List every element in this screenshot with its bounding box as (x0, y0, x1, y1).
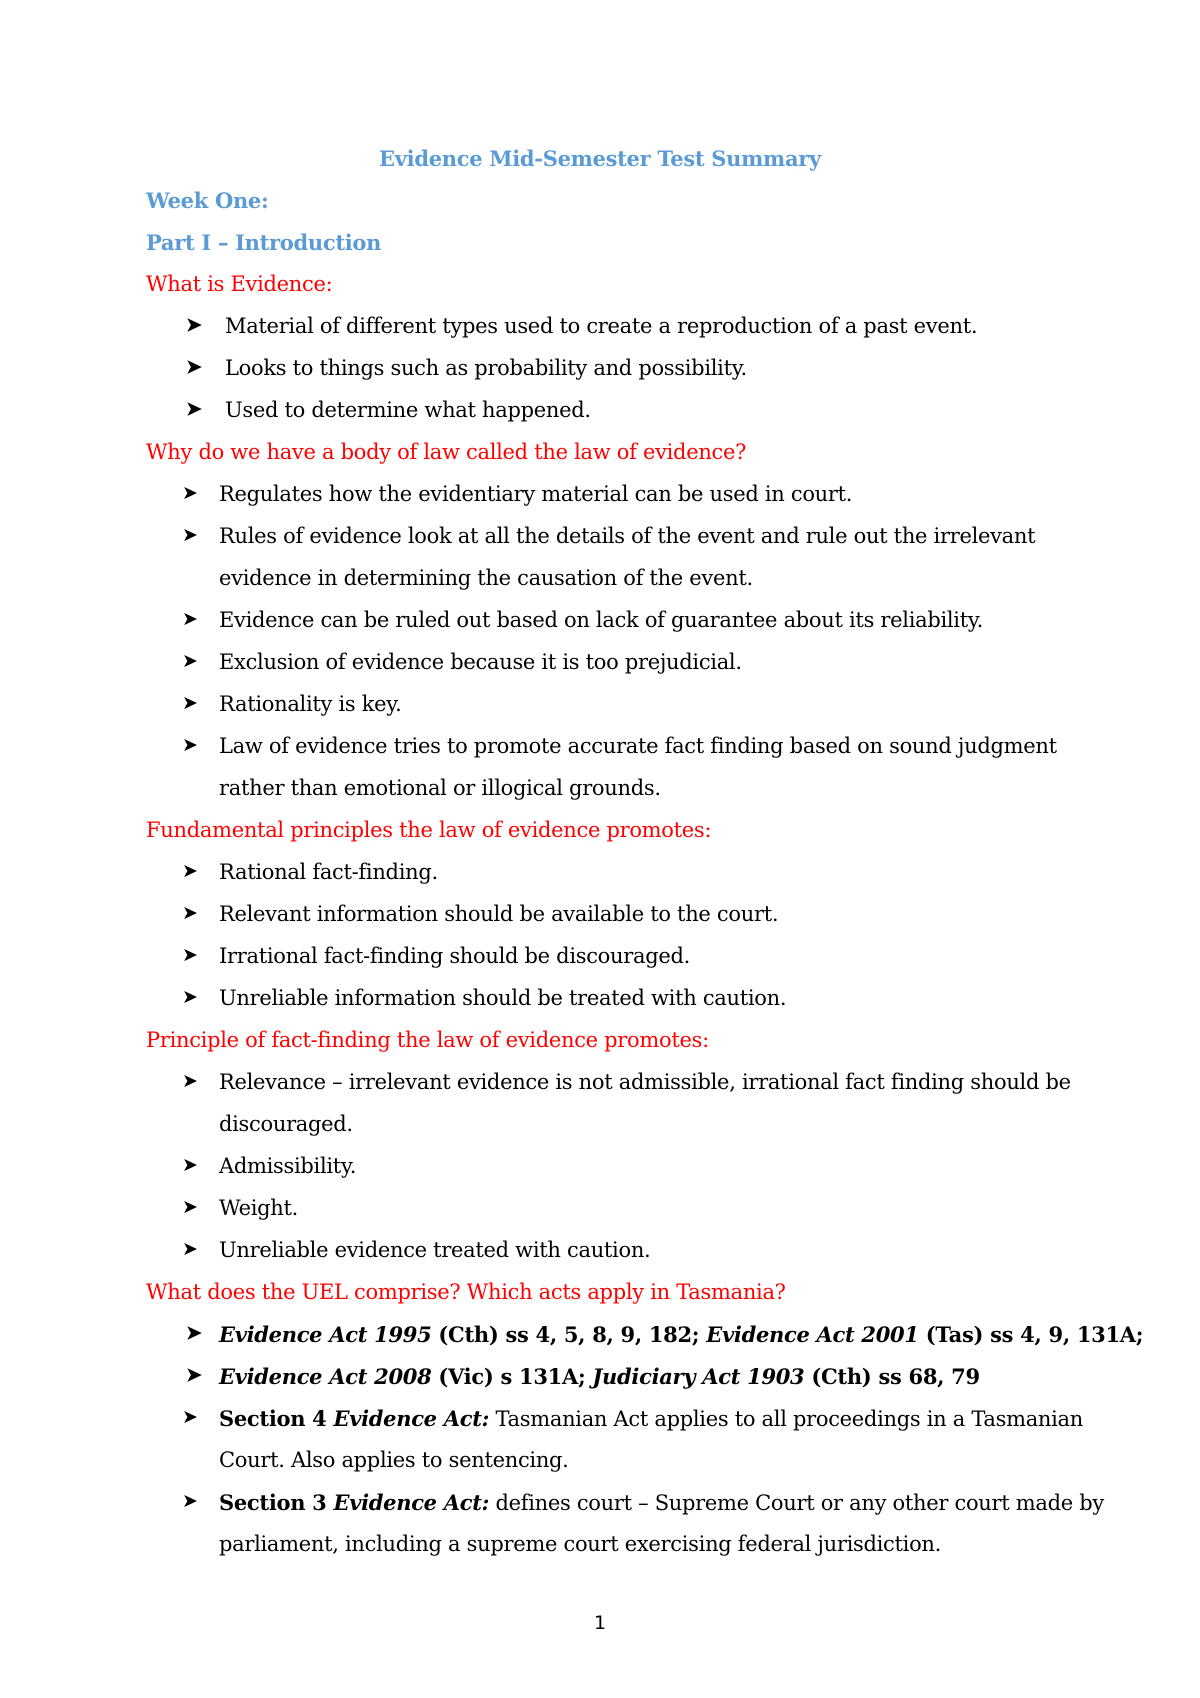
list-item-text-continued: Court. Also applies to sentencing. (219, 1448, 569, 1472)
arrow-bullet-icon: ➤ (182, 1490, 198, 1512)
list-item-text: Unreliable evidence treated with caution. (219, 1238, 651, 1262)
text-run: Section 4 (219, 1406, 334, 1431)
text-run: (Vic) s 131A; (431, 1364, 593, 1389)
document-title: Evidence Mid-Semester Test Summary (379, 146, 821, 171)
list-item-text-continued: evidence in determining the causation of the event. (219, 566, 753, 590)
text-run: Evidence Act 2001 (706, 1322, 919, 1347)
text-run: Tasmanian Act applies to all proceedings in a Tasmanian (489, 1407, 1084, 1431)
list-item-text (219, 1406, 1083, 1431)
section-heading: What is Evidence: (146, 272, 333, 296)
list-item-text: Admissibility. (219, 1154, 357, 1178)
list-item-text: Law of evidence tries to promote accurate fact finding based on sound judgment (219, 734, 1057, 758)
list-item-text: Unreliable information should be treated with caution. (219, 986, 787, 1010)
list-item-text-continued: discouraged. (219, 1112, 353, 1136)
text-run: defines court – Supreme Court or any other court made by (489, 1491, 1104, 1515)
list-item-text: Rational fact-finding. (219, 860, 438, 884)
arrow-bullet-icon: ➤ (182, 524, 198, 546)
arrow-bullet-icon: ➤ (182, 1196, 198, 1218)
arrow-bullet-icon: ➤ (182, 860, 198, 882)
list-item-text (219, 1490, 1104, 1515)
list-item-text (219, 1364, 980, 1389)
text-run: (Cth) ss 4, 5, 8, 9, 182; (431, 1322, 707, 1347)
list-item-text: Looks to things such as probability and possibility. (225, 356, 747, 380)
list-item-text: Rationality is key. (219, 692, 402, 716)
arrow-bullet-icon: ➤ (182, 986, 198, 1008)
section-heading: Fundamental principles the law of evidence promotes: (146, 818, 712, 842)
arrow-bullet-icon: ➤ (186, 398, 202, 420)
text-run: Evidence Act: (333, 1406, 490, 1431)
text-run: Judiciary Act 1903 (592, 1364, 805, 1389)
list-item-text (219, 1322, 1143, 1347)
text-run: (Cth) ss 68, 79 (804, 1364, 980, 1389)
list-item-text: Rules of evidence look at all the details of the event and rule out the irrelevant (219, 524, 1036, 548)
text-run: Evidence Act 2008 (219, 1364, 432, 1389)
list-item-text: Regulates how the evidentiary material can be used in court. (219, 482, 853, 506)
arrow-bullet-icon: ➤ (182, 1406, 198, 1428)
list-item-text: Exclusion of evidence because it is too prejudicial. (219, 650, 742, 674)
part-heading: Part I – Introduction (146, 230, 382, 255)
arrow-bullet-icon: ➤ (182, 650, 198, 672)
arrow-bullet-icon: ➤ (186, 1364, 202, 1386)
list-item-text-continued: rather than emotional or illogical grounds. (219, 776, 661, 800)
arrow-bullet-icon: ➤ (182, 1238, 198, 1260)
arrow-bullet-icon: ➤ (186, 314, 202, 336)
arrow-bullet-icon: ➤ (182, 734, 198, 756)
week-heading: Week One: (146, 188, 269, 213)
section-heading: Why do we have a body of law called the law of evidence? (146, 440, 747, 464)
arrow-bullet-icon: ➤ (182, 482, 198, 504)
arrow-bullet-icon: ➤ (182, 944, 198, 966)
list-item-text: Irrational fact-finding should be discouraged. (219, 944, 690, 968)
text-run: Evidence Act: (333, 1490, 490, 1515)
list-item-text: Relevance – irrelevant evidence is not admissible, irrational fact finding should be (219, 1070, 1071, 1094)
text-run: (Tas) ss 4, 9, 131A; (918, 1322, 1144, 1347)
text-run: Evidence Act 1995 (219, 1322, 432, 1347)
list-item-text: Relevant information should be available to the court. (219, 902, 779, 926)
page-number: 1 (593, 1612, 607, 1634)
list-item-text: Used to determine what happened. (225, 398, 591, 422)
arrow-bullet-icon: ➤ (182, 902, 198, 924)
section-heading: What does the UEL comprise? Which acts apply in Tasmania? (146, 1280, 786, 1304)
arrow-bullet-icon: ➤ (186, 356, 202, 378)
list-item-text: Weight. (219, 1196, 298, 1220)
arrow-bullet-icon: ➤ (182, 1154, 198, 1176)
arrow-bullet-icon: ➤ (182, 1070, 198, 1092)
list-item-text: Material of different types used to create a reproduction of a past event. (225, 314, 978, 338)
arrow-bullet-icon: ➤ (182, 692, 198, 714)
section-heading: Principle of fact-finding the law of evidence promotes: (146, 1028, 709, 1052)
arrow-bullet-icon: ➤ (186, 1322, 202, 1344)
list-item-text-continued: parliament, including a supreme court exercising federal jurisdiction. (219, 1532, 942, 1556)
text-run: Section 3 (219, 1490, 334, 1515)
list-item-text: Evidence can be ruled out based on lack of guarantee about its reliability. (219, 608, 984, 632)
arrow-bullet-icon: ➤ (182, 608, 198, 630)
